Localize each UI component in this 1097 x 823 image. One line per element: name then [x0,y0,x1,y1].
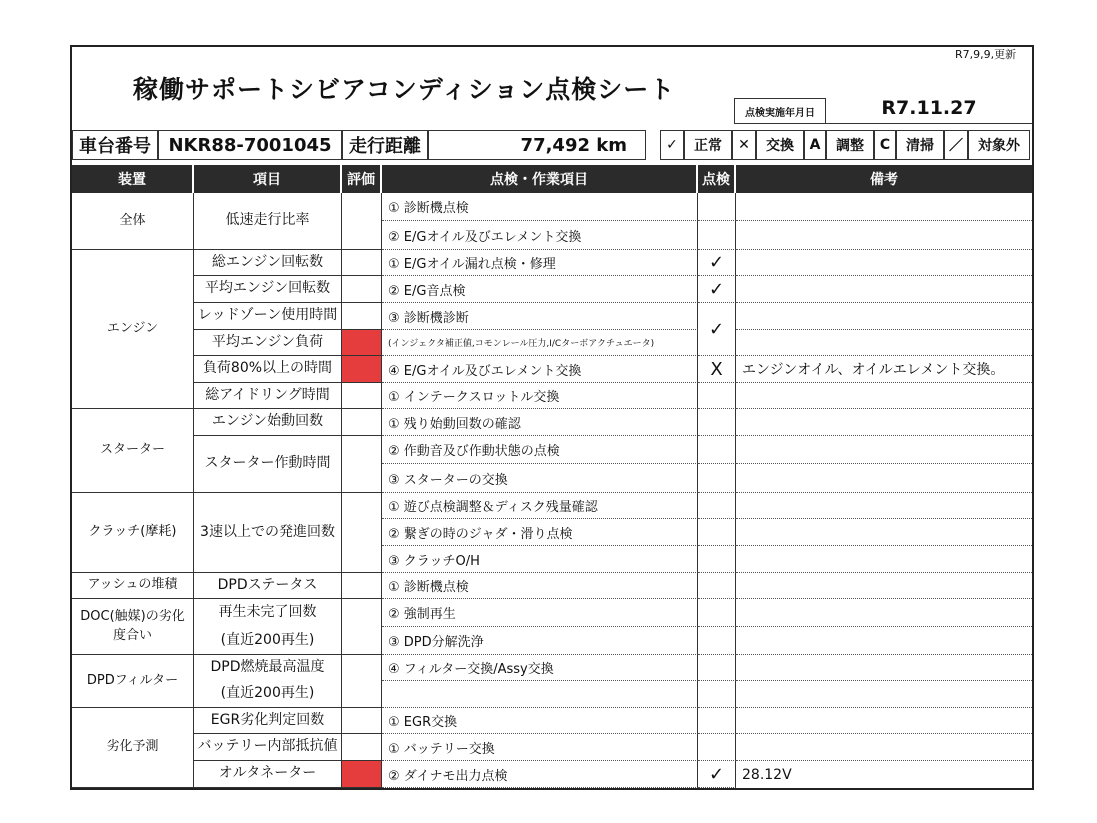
check-cell: X [698,356,736,383]
legend-text-normal: 正常 [684,130,732,160]
header-item: 項目 [194,165,340,193]
item-cell: DPD燃焼最高温度 [194,655,342,681]
op-cell: (インジェクタ補正値,コモンレール圧力,I/Cターボアクチュエータ) [382,330,698,356]
eval-cell [342,409,382,436]
remark-cell [736,330,1032,356]
remark-cell [736,546,1032,573]
eval-cell [342,573,382,599]
item-cell: レッドゾーン使用時間 [194,303,342,330]
eval-cell-red [342,761,382,788]
remark-cell [736,383,1032,409]
remark-cell [736,409,1032,436]
legend-text-replace: 交換 [756,130,804,160]
remark-cell [736,655,1032,681]
item-cell: (直近200再生) [194,627,342,655]
op-cell: ② E/Gオイル及びエレメント交換 [382,221,698,250]
remark-cell [736,436,1032,464]
op-cell: ① 残り始動回数の確認 [382,409,698,436]
check-cell [698,193,736,221]
remark-cell [736,276,1032,303]
header-remarks: 備考 [736,165,1032,193]
item-cell: 総エンジン回転数 [194,250,342,276]
legend-symbol-clean: C [874,130,896,160]
legend-symbol-adjust: A [804,130,826,160]
remark-cell [736,599,1032,627]
item-cell: 3速以上での発進回数 [194,493,342,573]
eval-cell [342,655,382,708]
check-cell: ✓ [698,250,736,276]
date-label: 点検実施年月日 [734,98,826,124]
remark-cell [736,708,1032,734]
item-cell: 負荷80%以上の時間 [194,356,342,383]
op-cell: ① インテークスロットル交換 [382,383,698,409]
eval-cell [342,599,382,655]
legend-text-na: 対象外 [968,130,1030,160]
remark-cell [736,193,1032,221]
op-cell: ③ スターターの交換 [382,464,698,493]
check-cell [698,383,736,409]
op-cell: ③ クラッチO/H [382,546,698,573]
category-cell: 全体 [72,193,194,250]
op-cell: ① E/Gオイル漏れ点検・修理 [382,250,698,276]
legend-text-adjust: 調整 [826,130,874,160]
op-cell: ① 診断機点検 [382,573,698,599]
category-cell: スターター [72,409,194,493]
op-cell: ① 遊び点検調整＆ディスク残量確認 [382,493,698,519]
category-cell: アッシュの堆積 [72,573,194,599]
eval-cell [342,250,382,276]
remark-cell [736,573,1032,599]
legend-text-clean: 清掃 [896,130,944,160]
check-cell: ✓ [698,761,736,788]
legend-symbol-replace: ✕ [732,130,756,160]
sheet-title: 稼働サポートシビアコンディション点検シート [133,75,676,104]
header-device: 装置 [72,165,192,193]
remark-cell [736,464,1032,493]
eval-cell-red [342,330,382,356]
header-eval: 評価 [342,165,380,193]
category-cell: クラッチ(摩耗) [72,493,194,573]
eval-cell [342,276,382,303]
op-cell: ④ E/Gオイル及びエレメント交換 [382,356,698,383]
header-ops: 点検・作業項目 [382,165,696,193]
eval-cell [342,493,382,573]
date-value: R7.11.27 [826,92,1032,124]
check-cell [698,493,736,519]
revision-note: R7,9,9,更新 [955,48,1017,61]
op-cell: ① EGR交換 [382,708,698,734]
item-cell: 平均エンジン負荷 [194,330,342,356]
vehicle-value: NKR88-7001045 [158,130,342,160]
item-cell: 低速走行比率 [194,193,342,250]
remark-cell [736,250,1032,276]
check-cell [698,655,736,681]
check-cell [698,627,736,655]
check-cell [698,734,736,761]
item-cell: 平均エンジン回転数 [194,276,342,303]
category-cell: DPDフィルター [72,655,194,708]
legend-symbol-na: ／ [944,130,968,160]
op-cell: ② 作動音及び作動状態の点検 [382,436,698,464]
check-cell [698,546,736,573]
mileage-label: 走行距離 [342,130,428,160]
eval-cell [342,734,382,761]
remark-cell [736,493,1032,519]
eval-cell [342,303,382,330]
check-cell [698,436,736,464]
item-cell: 総アイドリング時間 [194,383,342,409]
check-cell [698,464,736,493]
op-cell: ② ダイナモ出力点検 [382,761,698,788]
check-cell [698,599,736,627]
op-cell: ③ 診断機診断 [382,303,698,330]
check-cell [698,708,736,734]
item-cell: EGR劣化判定回数 [194,708,342,734]
remark-cell [736,681,1032,708]
category-cell: DOC(触媒)の劣化度合い [72,599,194,655]
item-cell: バッテリー内部抵抗値 [194,734,342,761]
item-cell: DPDステータス [194,573,342,599]
category-cell: エンジン [72,250,194,409]
item-cell: オルタネーター [194,761,342,788]
op-cell: ② 強制再生 [382,599,698,627]
category-cell: 劣化予測 [72,708,194,788]
check-cell [698,681,736,708]
op-cell [382,681,698,708]
op-cell: ① バッテリー交換 [382,734,698,761]
check-cell [698,221,736,250]
eval-cell [342,708,382,734]
op-cell: ③ DPD分解洗浄 [382,627,698,655]
legend-symbol-normal: ✓ [660,130,684,160]
check-cell: ✓ [698,276,736,303]
eval-cell [342,383,382,409]
op-cell: ① 診断機点検 [382,193,698,221]
remark-cell [736,734,1032,761]
eval-cell [342,436,382,493]
op-cell: ② E/G音点検 [382,276,698,303]
check-cell: ✓ [698,303,736,356]
remark-cell: 28.12V [742,766,792,783]
item-cell: スターター作動時間 [194,436,342,493]
remark-cell: エンジンオイル、オイルエレメント交換。 [736,356,1032,383]
remark-cell [736,627,1032,655]
remark-cell [736,303,1032,330]
header-check: 点検 [698,165,734,193]
item-cell: (直近200再生) [194,681,342,708]
item-cell: エンジン始動回数 [194,409,342,436]
vehicle-label: 車台番号 [72,130,158,160]
mileage-value: 77,492 km [428,130,646,160]
op-cell: ④ フィルター交換/Assy交換 [382,655,698,681]
item-cell: 再生未完了回数 [194,599,342,627]
eval-cell [342,193,382,250]
remark-cell [736,519,1032,546]
op-cell: ② 繋ぎの時のジャダ・滑り点検 [382,519,698,546]
eval-cell-red [342,356,382,383]
remark-cell [736,221,1032,250]
check-cell [698,409,736,436]
check-cell [698,573,736,599]
check-cell [698,519,736,546]
